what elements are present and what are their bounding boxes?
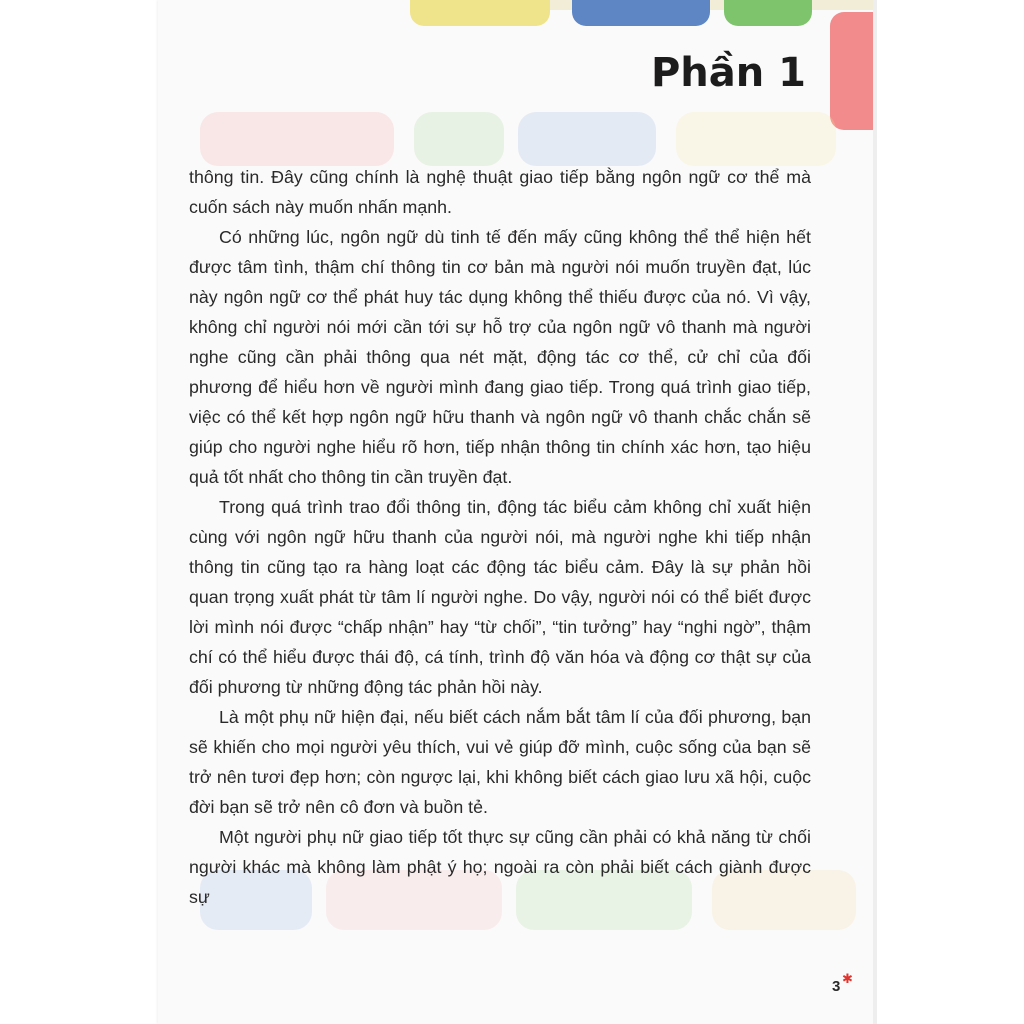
yellow-tab-decor (410, 0, 550, 26)
green-tab-decor (724, 0, 812, 26)
star-icon: ✱ (842, 972, 853, 987)
ghost-block-decor (676, 112, 836, 166)
ghost-block-decor (414, 112, 504, 166)
paragraph: Có những lúc, ngôn ngữ dù tinh tế đến mấy cũng không thể thể hiện hết được tâm tình, thậm chí thông tin cơ bản mà người nói muốn truyền đạt, lúc này ngôn ngữ cơ thể phát huy tác dụng không thể thiếu được của nó. Vì vậy, không chỉ người nói mới cần tới sự hỗ trợ của ngôn ngữ vô thanh mà người nghe cũng cần phải thông qua nét mặt, động tác cơ thể, cử chỉ của đối phương để hiểu hơn về người mình đang giao tiếp. Trong quá trình giao tiếp, việc có thể kết hợp ngôn ngữ hữu thanh và ngôn ngữ vô thanh chắc chắn sẽ giúp cho người nghe hiểu rõ hơn, tiếp nhận thông tin chính xác hơn, tạo hiệu quả tốt nhất cho thông tin cần truyền đạt. (189, 227, 811, 487)
page-number: 3 (832, 978, 841, 995)
blue-tab-decor (572, 0, 710, 26)
ghost-block-decor (200, 112, 394, 166)
red-side-tab-decor (830, 12, 873, 130)
paragraph: Là một phụ nữ hiện đại, nếu biết cách nắm bắt tâm lí của đối phương, bạn sẽ khiến cho mọi người yêu thích, vui vẻ giúp đỡ mình, cuộc sống của bạn sẽ trở nên tươi đẹp hơn; còn ngược lại, khi không biết cách giao lưu xã hội, cuộc đời bạn sẽ trở nên cô đơn và buồn tẻ. (189, 707, 811, 817)
ghost-block-decor (518, 112, 656, 166)
page-edge (873, 0, 877, 1024)
paragraph: Trong quá trình trao đổi thông tin, động tác biểu cảm không chỉ xuất hiện cùng với ngôn ngữ hữu thanh của người nói, mà người nghe khi tiếp nhận thông tin cũng tạo ra hàng loạt các động tác biểu cảm. Đây là sự phản hồi quan trọng xuất phát từ tâm lí người nghe. Do vậy, người nói có thể biết được lời mình nói được “chấp nhận” hay “từ chối”, “tin tưởng” hay “nghi ngờ”, thậm chí có thể hiểu được thái độ, cá tính, trình độ văn hóa và động cơ thật sự của đối phương từ những động tác phản hồi này. (189, 497, 811, 697)
body-text (189, 162, 811, 912)
paragraph: thông tin. Đây cũng chính là nghệ thuật giao tiếp bằng ngôn ngữ cơ thể mà cuốn sách này muốn nhấn mạnh. (189, 167, 811, 217)
paragraph: Một người phụ nữ giao tiếp tốt thực sự cũng cần phải có khả năng từ chối người khác mà không làm phật ý họ; ngoài ra còn phải biết cách giành được sự (189, 827, 811, 907)
section-heading: Phần 1 (650, 50, 806, 96)
